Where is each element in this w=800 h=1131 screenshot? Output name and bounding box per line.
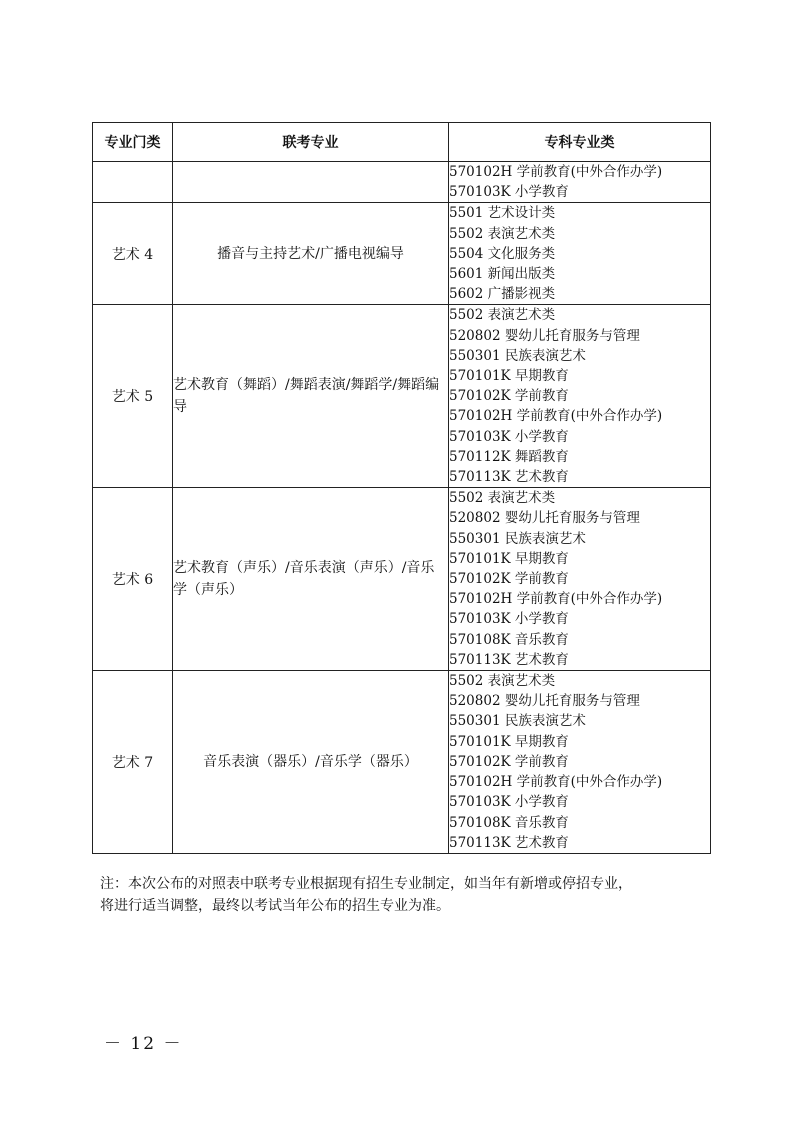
major-item: 570101K 早期教育 xyxy=(449,733,569,750)
major-item: 570103K 小学教育 xyxy=(449,794,569,811)
major-item: 570102H 学前教育(中外合作办学) xyxy=(449,774,663,791)
header-exam-major: 联考专业 xyxy=(173,123,449,162)
major-item: 550301 民族表演艺术 xyxy=(449,347,586,364)
category-cell: 艺术 5 xyxy=(93,305,173,488)
college-majors-cell xyxy=(449,488,711,671)
category-cell xyxy=(93,162,173,203)
table-header-row xyxy=(93,123,711,162)
major-item: 570113K 艺术教育 xyxy=(449,834,569,851)
major-item: 570113K 艺术教育 xyxy=(449,651,569,668)
college-majors-cell xyxy=(449,203,711,305)
major-item: 570108K 音乐教育 xyxy=(449,631,569,648)
exam-major-cell: 播音与主持艺术/广播电视编导 xyxy=(173,203,449,305)
major-item: 570103K 小学教育 xyxy=(449,611,569,628)
header-category: 专业门类 xyxy=(93,123,173,162)
header-college-major-class: 专科专业类 xyxy=(449,123,711,162)
table-row xyxy=(93,203,711,305)
major-item: 570102K 学前教育 xyxy=(449,753,569,770)
exam-major-cell: 艺术教育（舞蹈）/舞蹈表演/舞蹈学/舞蹈编导 xyxy=(173,305,449,488)
major-item: 570102K 学前教育 xyxy=(449,388,569,405)
footnote-line: 将进行适当调整，最终以考试当年公布的招生专业为准。 xyxy=(100,898,450,914)
exam-major-cell: 音乐表演（器乐）/音乐学（器乐） xyxy=(173,671,449,854)
major-item: 5502 表演艺术类 xyxy=(449,490,556,507)
college-majors-cell xyxy=(449,162,711,203)
major-item: 570102K 学前教育 xyxy=(449,571,569,588)
major-item: 570101K 早期教育 xyxy=(449,368,569,385)
major-item: 5504 文化服务类 xyxy=(449,245,556,262)
footnote xyxy=(100,873,720,917)
major-item: 570113K 艺术教育 xyxy=(449,469,569,486)
major-item: 520802 婴幼儿托育服务与管理 xyxy=(449,693,640,710)
category-cell: 艺术 4 xyxy=(93,203,173,305)
major-item: 5601 新闻出版类 xyxy=(449,266,556,283)
table-row xyxy=(93,162,711,203)
page-number: － 12 － xyxy=(104,1034,183,1054)
exam-major-cell: 艺术教育（声乐）/音乐表演（声乐）/音乐学（声乐） xyxy=(173,488,449,671)
major-item: 570103K 小学教育 xyxy=(449,184,569,201)
major-item: 570102H 学前教育(中外合作办学) xyxy=(449,408,663,425)
major-item: 520802 婴幼儿托育服务与管理 xyxy=(449,510,640,527)
major-item: 5502 表演艺术类 xyxy=(449,307,556,324)
major-item: 5501 艺术设计类 xyxy=(449,205,556,222)
major-item: 570108K 音乐教育 xyxy=(449,814,569,831)
major-item: 5502 表演艺术类 xyxy=(449,225,556,242)
exam-major-cell xyxy=(173,162,449,203)
table-row xyxy=(93,488,711,671)
major-item: 520802 婴幼儿托育服务与管理 xyxy=(449,327,640,344)
table-row xyxy=(93,671,711,854)
category-cell: 艺术 6 xyxy=(93,488,173,671)
major-item: 570103K 小学教育 xyxy=(449,428,569,445)
major-item: 5502 表演艺术类 xyxy=(449,673,556,690)
category-cell: 艺术 7 xyxy=(93,671,173,854)
major-item: 5602 广播影视类 xyxy=(449,286,556,303)
major-item: 550301 民族表演艺术 xyxy=(449,530,586,547)
major-item: 570102H 学前教育(中外合作办学) xyxy=(449,164,663,180)
footnote-line: 注：本次公布的对照表中联考专业根据现有招生专业制定，如当年有新增或停招专业， xyxy=(100,876,632,892)
major-item: 570112K 舞蹈教育 xyxy=(449,448,569,465)
major-item: 570102H 学前教育(中外合作办学) xyxy=(449,591,663,608)
college-majors-cell xyxy=(449,671,711,854)
college-majors-cell xyxy=(449,305,711,488)
table-row xyxy=(93,305,711,488)
major-item: 570101K 早期教育 xyxy=(449,550,569,567)
major-item: 550301 民族表演艺术 xyxy=(449,713,586,730)
major-correspondence-table xyxy=(92,122,711,854)
